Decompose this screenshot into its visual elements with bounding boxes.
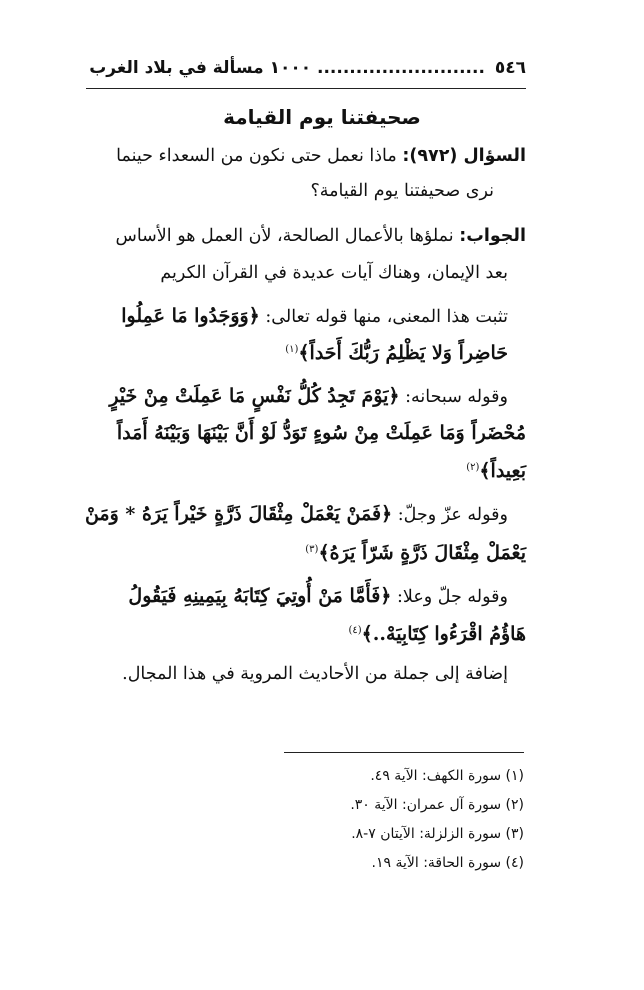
answer-text-8: وقوله عزّ وجلّ: [397,505,508,525]
answer-line-7 [466,460,526,482]
answer-text-1: نملؤها بالأعمال الصالحة، لأن العمل هو الأساس [115,226,454,246]
section-title: صحيفتنا يوم القيامة [223,105,421,129]
answer-line-1 [115,226,526,246]
footnote-separator [284,752,524,753]
quran-verse-1b: حَاضِراً وَلا يَظْلِمُ رَبُّكَ أَحَداً﴾ [298,342,508,364]
question-text-1: ماذا نعمل حتى نكون من السعداء حينما [116,146,397,166]
running-title: ١٠٠٠ مسألة في بلاد الغرب [89,58,312,78]
footnote-ref-1: (١) [285,344,299,356]
quran-verse-2c: بَعِيداً﴾ [479,460,526,482]
header-dots: .......................... [317,58,485,78]
answer-line-5 [109,385,508,407]
answer-line-3 [121,305,508,327]
question-line-1 [116,146,526,166]
quran-verse-3a: ﴿فَمَنْ يَعْمَلْ مِثْقَالَ ذَرَّةٍ خَيْراً يَرَهُ * وَمَنْ [84,503,393,525]
header-rule [86,88,526,89]
question-label: السؤال (٩٧٢): [402,146,526,166]
quran-verse-2a: ﴿يَوْمَ تَجِدُ كُلُّ نَفْسٍ مَا عَمِلَتْ مِنْ خَيْرٍ [109,385,400,407]
footnote-1: (١) سورة الكهف: الآية ٤٩. [370,768,524,784]
answer-line-6 [117,422,526,444]
answer-line-4 [285,342,508,364]
footnote-ref-3: (٣) [305,544,319,556]
answer-line-10 [128,585,508,607]
running-header [89,58,526,78]
footnote-4: (٤) سورة الحاقة: الآية ١٩. [371,855,524,871]
answer-label: الجواب: [459,226,526,246]
answer-text-3: تثبت هذا المعنى، منها قوله تعالى: [265,307,508,327]
footnote-3: (٣) سورة الزلزلة: الآيتان ٧-٨. [351,826,524,842]
answer-line-8 [85,503,508,525]
answer-line-11 [348,623,526,645]
footnote-2: (٢) سورة آل عمران: الآية ٣٠. [350,797,524,813]
quran-verse-4b: هَاؤُمُ اقْرَءُوا كِتَابِيَهْ..﴾ [361,623,526,645]
footnote-ref-4: (٤) [348,625,362,637]
answer-line-9 [305,542,526,564]
answer-line-12: إضافة إلى جملة من الأحاديث المروية في هذا المجال. [122,664,508,684]
quran-verse-4a: ﴿فَأَمَّا مَنْ أُوتِيَ كِتَابَهُ بِيَمِينِهِ فَيَقُولُ [128,585,392,607]
quran-verse-3b: يَعْمَلْ مِثْقَالَ ذَرَّةٍ شَرّاً يَرَهُ﴾ [318,542,526,564]
answer-line-2: بعد الإيمان، وهناك آيات عديدة في القرآن الكريم [160,263,508,283]
quran-verse-2b: مُحْضَراً وَمَا عَمِلَتْ مِنْ سُوءٍ تَوَدُّ لَوْ أَنَّ بَيْنَهَا وَبَيْنَهُ أَمَداً [116,422,526,444]
answer-text-10: وقوله جلّ وعلا: [397,587,508,607]
quran-verse-1a: ﴿وَوَجَدُوا مَا عَمِلُوا [121,305,260,327]
page-number: ٥٤٦ [494,58,526,78]
question-line-2: نرى صحيفتنا يوم القيامة؟ [310,181,494,201]
answer-text-5: وقوله سبحانه: [405,387,508,407]
footnote-ref-2: (٢) [466,462,480,474]
